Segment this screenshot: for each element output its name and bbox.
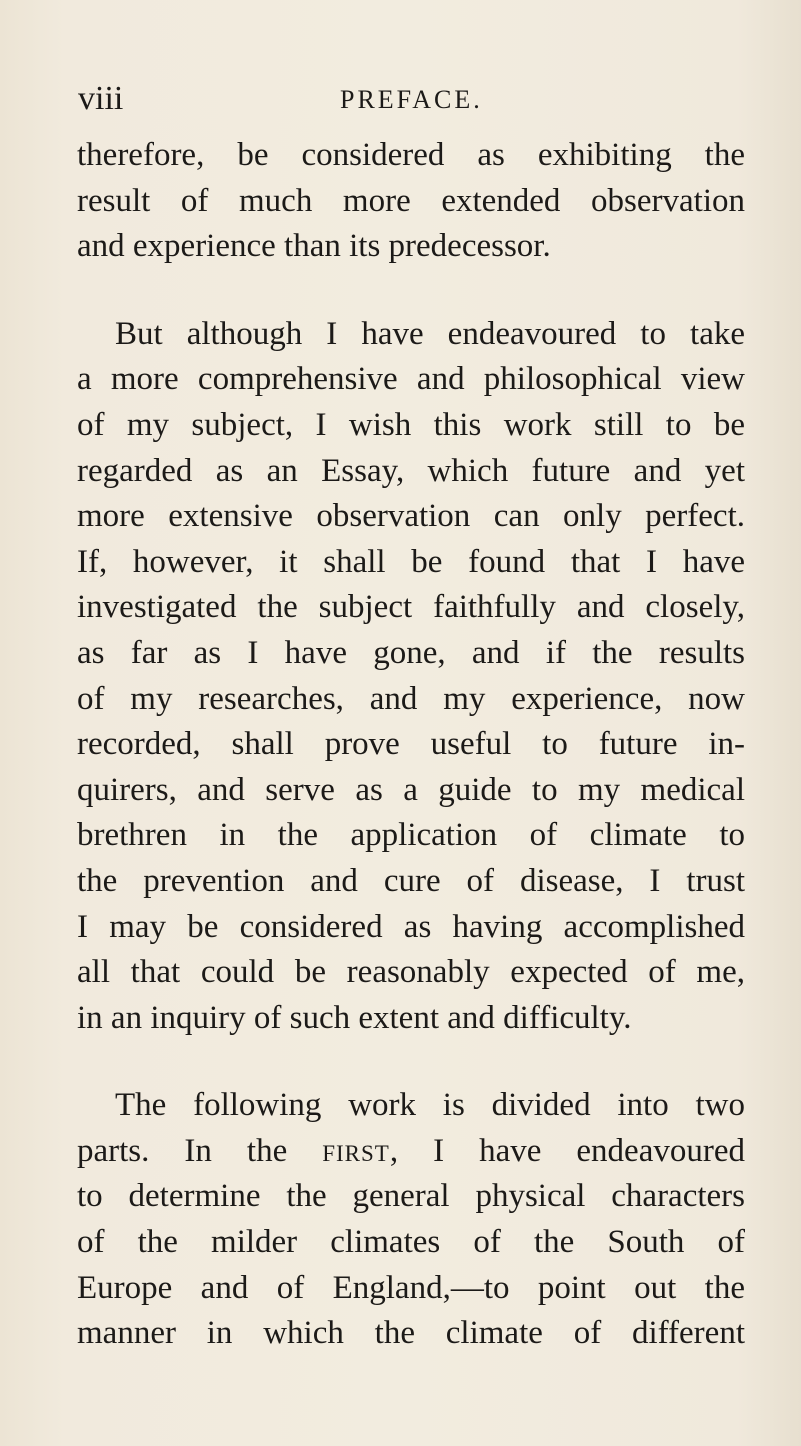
text-line: I may be considered as having accomplished <box>77 908 745 945</box>
text-line: therefore, be considered as exhibiting the <box>77 137 745 173</box>
text-line: of the milder climates of the South of <box>77 1224 745 1261</box>
text-line: as far as I have gone, and if the results <box>77 634 745 671</box>
text-line: If, however, it shall be found that I have <box>77 543 745 580</box>
body-text <box>77 133 745 1357</box>
text-line: and experience than its predecessor. <box>77 228 551 265</box>
text-line: a more comprehensive and philosophical view <box>77 361 745 398</box>
text-line: brethren in the application of climate to <box>77 817 745 854</box>
paragraph-gap <box>77 1041 745 1083</box>
text-line: manner in which the climate of different <box>77 1315 745 1352</box>
text-line: the prevention and cure of disease, I trust <box>77 862 745 899</box>
paragraph-gap <box>77 270 745 312</box>
text-line: result of much more extended observation <box>77 182 745 219</box>
text-run: , I have endeavoured <box>389 1132 745 1169</box>
small-caps-word: first <box>322 1132 390 1169</box>
text-line: quirers, and serve as a guide to my medical <box>77 771 745 808</box>
text-line: of my subject, I wish this work still to be <box>77 406 745 443</box>
running-head: PREFACE. <box>340 85 483 114</box>
text-line: regarded as an Essay, which future and yet <box>77 452 745 489</box>
text-line <box>77 1129 745 1175</box>
page-number: viii <box>78 80 124 117</box>
page-header <box>78 82 741 122</box>
paragraph <box>77 312 745 1042</box>
text-line: Europe and of England,—to point out the <box>77 1269 745 1306</box>
text-run: parts. In the <box>77 1132 323 1169</box>
text-line: all that could be reasonably expected of me, <box>77 954 745 991</box>
text-line: in an inquiry of such extent and difficulty. <box>77 999 632 1036</box>
text-line: The following work is divided into two <box>115 1087 745 1124</box>
text-line: But although I have endeavoured to take <box>115 315 745 352</box>
text-line: recorded, shall prove useful to future in- <box>77 726 745 763</box>
paragraph <box>77 133 745 270</box>
paragraph <box>77 1083 745 1357</box>
text-line: investigated the subject faithfully and closely, <box>77 589 745 626</box>
text-line: more extensive observation can only perfect. <box>77 498 745 535</box>
text-line: to determine the general physical characters <box>77 1178 745 1215</box>
text-line: of my researches, and my experience, now <box>77 680 745 717</box>
